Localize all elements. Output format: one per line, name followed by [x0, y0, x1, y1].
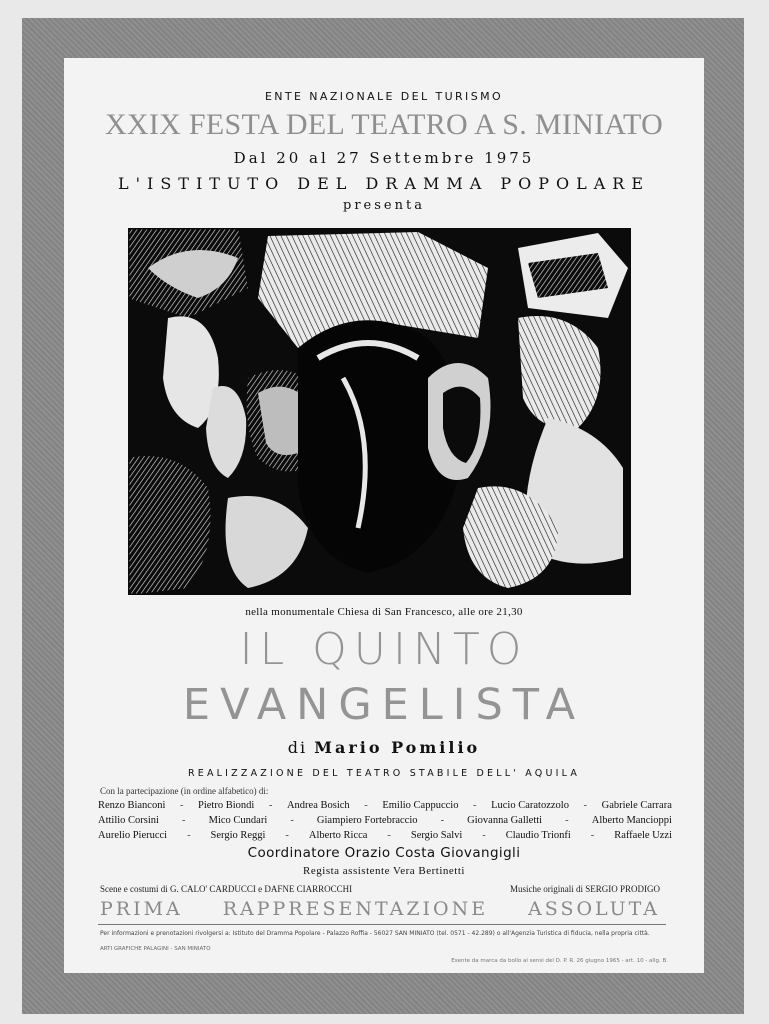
cast-row	[98, 815, 672, 826]
scene-credit: Scene e costumi di G. CALO' CARDUCCI e DAFNE CIARROCCHI	[100, 884, 353, 894]
cast-member: Renzo Bianconi	[98, 800, 166, 811]
prima-word: PRIMA	[100, 898, 183, 920]
separator: -	[268, 800, 273, 811]
regista-line: Regista assistente Vera Bertinetti	[303, 865, 465, 877]
presenta-label: presenta	[343, 198, 425, 213]
cast-member: Alberto Ricca	[308, 830, 368, 841]
play-title-line1: IL QUINTO	[239, 624, 529, 675]
cast-member: Sergio Salvi	[410, 830, 463, 841]
separator: -	[387, 830, 391, 841]
musiche-credit: Musiche originali di SERGIO PRODIGO	[510, 884, 660, 894]
author-prefix: di	[287, 738, 308, 757]
divider	[98, 924, 666, 925]
cast-member: Alberto Mancioppi	[591, 815, 672, 826]
poster	[64, 58, 704, 973]
separator: -	[364, 800, 368, 811]
cast-member: Giampiero Fortebraccio	[316, 815, 418, 826]
venue-line: nella monumentale Chiesa di San Francesco, alle ore 21,30	[245, 606, 523, 618]
festival-dates: Dal 20 al 27 Settembre 1975	[233, 149, 535, 167]
printer-credit: ARTI GRAFICHE PALAGINI - SAN MINIATO	[100, 946, 211, 952]
cast-row	[98, 800, 672, 811]
stamp-exemption: Esente da marca da bollo ai sensi del D. P. R. 26 giugno 1965 - art. 10 - allg. B.	[451, 958, 668, 964]
cast-member: Emilio Cappuccio	[382, 800, 459, 811]
cast-row	[98, 830, 672, 841]
author-line	[64, 738, 704, 757]
cast-member: Raffaele Uzzi	[614, 830, 672, 841]
separator: -	[285, 830, 289, 841]
partecipazione-label: Con la partecipazione (in ordine alfabetico) di:	[100, 786, 269, 796]
separator: -	[583, 800, 588, 811]
author-name: Mario Pomilio	[314, 738, 481, 757]
cast-member: Mico Cundari	[208, 815, 268, 826]
istituto-heading: L'ISTITUTO DEL DRAMMA POPOLARE	[117, 174, 651, 193]
prima-word: ASSOLUTA	[528, 898, 660, 920]
separator: -	[187, 830, 191, 841]
play-title-line2: EVANGELISTA	[182, 680, 586, 730]
separator: -	[590, 830, 595, 841]
cast-member: Sergio Reggi	[210, 830, 266, 841]
coordinatore-line: Coordinatore Orazio Costa Giovangigli	[247, 845, 521, 861]
info-line: Per informazioni e prenotazioni rivolgersi a: Istituto del Dramma Popolare - Palazzo Roffia - 56027 SAN MINIATO (tel. 0571 - 42.289) o all'Agenzia Turistica di fiducia, nella propria città.	[100, 930, 650, 937]
separator: -	[179, 800, 184, 811]
realizzazione-line: REALIZZAZIONE DEL TEATRO STABILE DELL' AQUILA	[187, 768, 581, 779]
cast-member: Claudio Trionfi	[505, 830, 571, 841]
separator: -	[290, 815, 294, 826]
woodcut-artwork	[128, 228, 631, 595]
cast-member: Attilio Corsini	[98, 815, 159, 826]
ente-heading: ENTE NAZIONALE DEL TURISMO	[264, 90, 504, 103]
cast-member: Andrea Bosich	[286, 800, 350, 811]
festa-heading: XXIX FESTA DEL TEATRO A S. MINIATO	[104, 108, 664, 141]
cast-member: Lucio Caratozzolo	[491, 800, 569, 811]
cast-member: Giovanna Galletti	[467, 815, 543, 826]
cast-member: Pietro Biondi	[198, 800, 255, 811]
separator: -	[182, 815, 186, 826]
separator: -	[565, 815, 569, 826]
prima-banner	[100, 898, 660, 920]
cast-member: Aurelio Pierucci	[98, 830, 168, 841]
cast-member: Gabriele Carrara	[601, 800, 672, 811]
separator: -	[482, 830, 486, 841]
separator: -	[440, 815, 445, 826]
prima-word: RAPPRESENTAZIONE	[222, 898, 489, 920]
separator: -	[473, 800, 477, 811]
